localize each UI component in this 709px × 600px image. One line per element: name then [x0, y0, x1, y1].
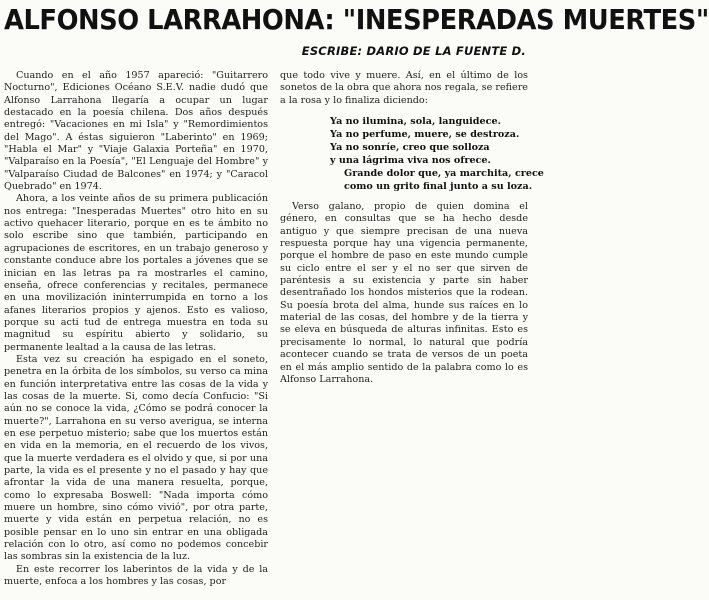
- poem-line: y una lágrima viva nos ofrece.: [330, 155, 491, 167]
- poem-line: Ya no ilumina, sola, languidece.: [330, 116, 501, 128]
- article-headline: ALFONSO LARRAHONA: "INESPERADAS MUERTES": [4, 3, 709, 36]
- paragraph: que todo vive y muere. Así, en el último de los sonetos de la obra que ahora nos regala, se refiere a la rosa y lo finaliza diciendo:: [280, 70, 528, 106]
- article-byline: ESCRIBE: DARIO DE LA FUENTE D.: [301, 44, 526, 58]
- paragraph: Cuando en el año 1957 apareció: "Guitarrero Nocturno", Ediciones Océano S.E.V. nadie dudó que Alfonso Larrahona llegaría a ocupar un lugar destacado en la poesía chilena. Dos años después entregó: "Vacaciones en mi Isla" y "Remordimientos del Mago". A éstas siguieron "Laberinto" en 1969; "Habla el Mar" y "Viaje Galaxia Porteña" en 1970, "Valparaíso en la Poesía", "El Lenguaje del Hombre" y "Valparaíso Ciudad de Balcones" en 1974; y "Caracol Quebrado" en 1974.: [4, 70, 268, 193]
- left-column: [4, 70, 268, 588]
- paragraph: Verso galano, propio de quien domina el género, en consultas que se ha hecho desde antiguo y que siempre precisan de una nueva respuesta porque hay una vigencia permanente, porque el hombre de paso en este mundo cumple su ciclo entre el ser y el no ser que sirven de paréntesis a su existencia y parte sin haber desentrañado los hondos misterios que la rodean. Su poesía brota del alma, hunde sus raíces en lo material de las cosas, del hombre y de la tierra y se eleva en búsqueda de alturas infinitas. Esto es precisamente lo normal, lo natural que podría acontecer cuando se trata de versos de un poeta en el más amplio sentido de la palabra como lo es Alfonso Larrahona.: [280, 201, 528, 385]
- poem-line: Ya no sonríe, creo que solloza: [330, 142, 490, 154]
- paragraph: Ahora, a los veinte años de su primera publicación nos entrega: "Inesperadas Muertes" otro hito en su activo quehacer literario, porque en es te ámbito no solo escribe sino que también, participando en agrupaciones de escritores, en un trabajo generoso y constante conduce abre los portales a jóvenes que se inician en las letras pa ra mostrarles el camino, enseña, ofrece conferencias y recitales, permanece en una movilización ininterrumpida en torno a los afanes literarios propios y ajenos. Esto es valioso, porque su acti tud de entrega muestra en toda su magnitud su espíritu abierto y solidario, su permanente lealtad a la causa de las letras.: [4, 193, 268, 353]
- paragraph: En este recorrer los laberintos de la vida y de la muerte, enfoca a los hombres y las cosas, por: [4, 563, 268, 588]
- poem-line: como un grito final junto a su loza.: [344, 181, 533, 193]
- poem-quote: [330, 115, 544, 193]
- paragraph: Esta vez su creación ha espigado en el soneto, penetra en la órbita de los símbolos, su verso ca mina en función interpretativa entre las cosas de la vida y las cosas de la muerte. Si, como decía Confucio: "Si aún no se conoce la vida, ¿Cómo se podrá conocer la muerte?", Larrahona en su verso averigua, se interna en ese perpetuo misterio; sabe que los muertos están en vida en la memoria, en el recuerdo de los vivos, que la muerte verdadera es el olvido y que, si por una parte, la vida es el presente y no el pasado y hay que afrontar la vida de una manera resuelta, porque, como lo expresaba Boswell: "Nada importa cómo muere un hombre, sino cómo vivió", por otra parte, muerte y vida están en perpetua relación, no es posible pensar en lo uno sin entrar en una obligada relación con lo otro, así como no podemos concebir las sombras sin la existencia de la luz.: [4, 353, 268, 563]
- poem-line: Ya no perfume, muere, se destroza.: [330, 129, 520, 141]
- right-column: [280, 70, 544, 386]
- poem-line: Grande dolor que, ya marchita, crece: [344, 168, 544, 180]
